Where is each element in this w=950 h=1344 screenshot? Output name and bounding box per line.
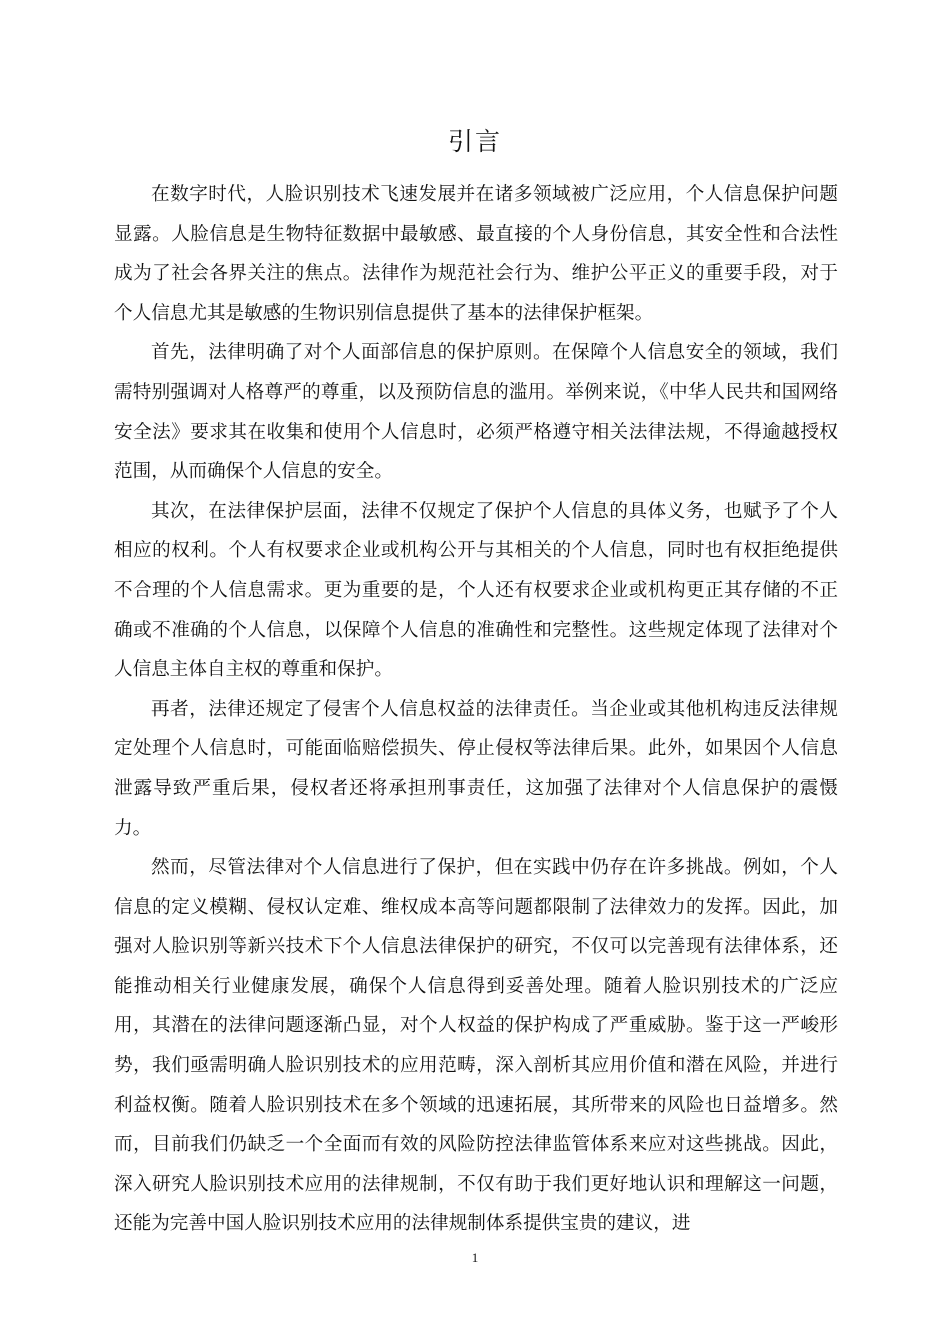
paragraph-5: 然而，尽管法律对个人信息进行了保护，但在实践中仍存在许多挑战。例如，个人信息的定义模糊、侵权认定难、维权成本高等问题都限制了法律效力的发挥。因此，加强对人脸识别等新兴技术下个人信息法律保护的研究，不仅可以完善现有法律体系，还能推动相关行业健康发展，确保个人信息得到妥善处理。随着人脸识别技术的广泛应用，其潜在的法律问题逐渐凸显，对个人权益的保护构成了严重威胁。鉴于这一严峻形势，我们亟需明确人脸识别技术的应用范畴，深入剖析其应用价值和潜在风险，并进行利益权衡。随着人脸识别技术在多个领域的迅速拓展，其所带来的风险也日益增多。然而，目前我们仍缺乏一个全面而有效的风险防控法律监管体系来应对这些挑战。因此，深入研究人脸识别技术应用的法律规制，不仅有助于我们更好地认识和理解这一问题，还能为完善中国人脸识别技术应用的法律规制体系提供宝贵的建议，进 (114, 857, 838, 1235)
paragraph-4: 再者，法律还规定了侵害个人信息权益的法律责任。当企业或其他机构违反法律规定处理个人信息时，可能面临赔偿损失、停止侵权等法律后果。此外，如果因个人信息泄露导致严重后果，侵权者还将承担刑事责任，这加强了法律对个人信息保护的震慑力。 (114, 698, 838, 839)
body-text (114, 175, 838, 1244)
paragraph-2: 首先，法律明确了对个人面部信息的保护原则。在保障个人信息安全的领域，我们需特别强调对人格尊严的尊重，以及预防信息的滥用。举例来说，《中华人民共和国网络安全法》要求其在收集和使用个人信息时，必须严格遵守相关法律法规，不得逾越授权范围，从而确保个人信息的安全。 (114, 342, 838, 483)
paragraph-1: 在数字时代，人脸识别技术飞速发展并在诸多领域被广泛应用，个人信息保护问题显露。人脸信息是生物特征数据中最敏感、最直接的个人身份信息，其安全性和合法性成为了社会各界关注的焦点。法律作为规范社会行为、维护公平正义的重要手段，对于个人信息尤其是敏感的生物识别信息提供了基本的法律保护框架。 (114, 184, 838, 324)
page-title: 引言 (447, 127, 502, 156)
page-number: 1 (471, 1250, 479, 1265)
paragraph-3: 其次，在法律保护层面，法律不仅规定了保护个人信息的具体义务，也赋予了个人相应的权利。个人有权要求企业或机构公开与其相关的个人信息，同时也有权拒绝提供不合理的个人信息需求。更为重要的是，个人还有权要求企业或机构更正其存储的不正确或不准确的个人信息，以保障个人信息的准确性和完整性。这些规定体现了法律对个人信息主体自主权的尊重和保护。 (114, 500, 838, 681)
